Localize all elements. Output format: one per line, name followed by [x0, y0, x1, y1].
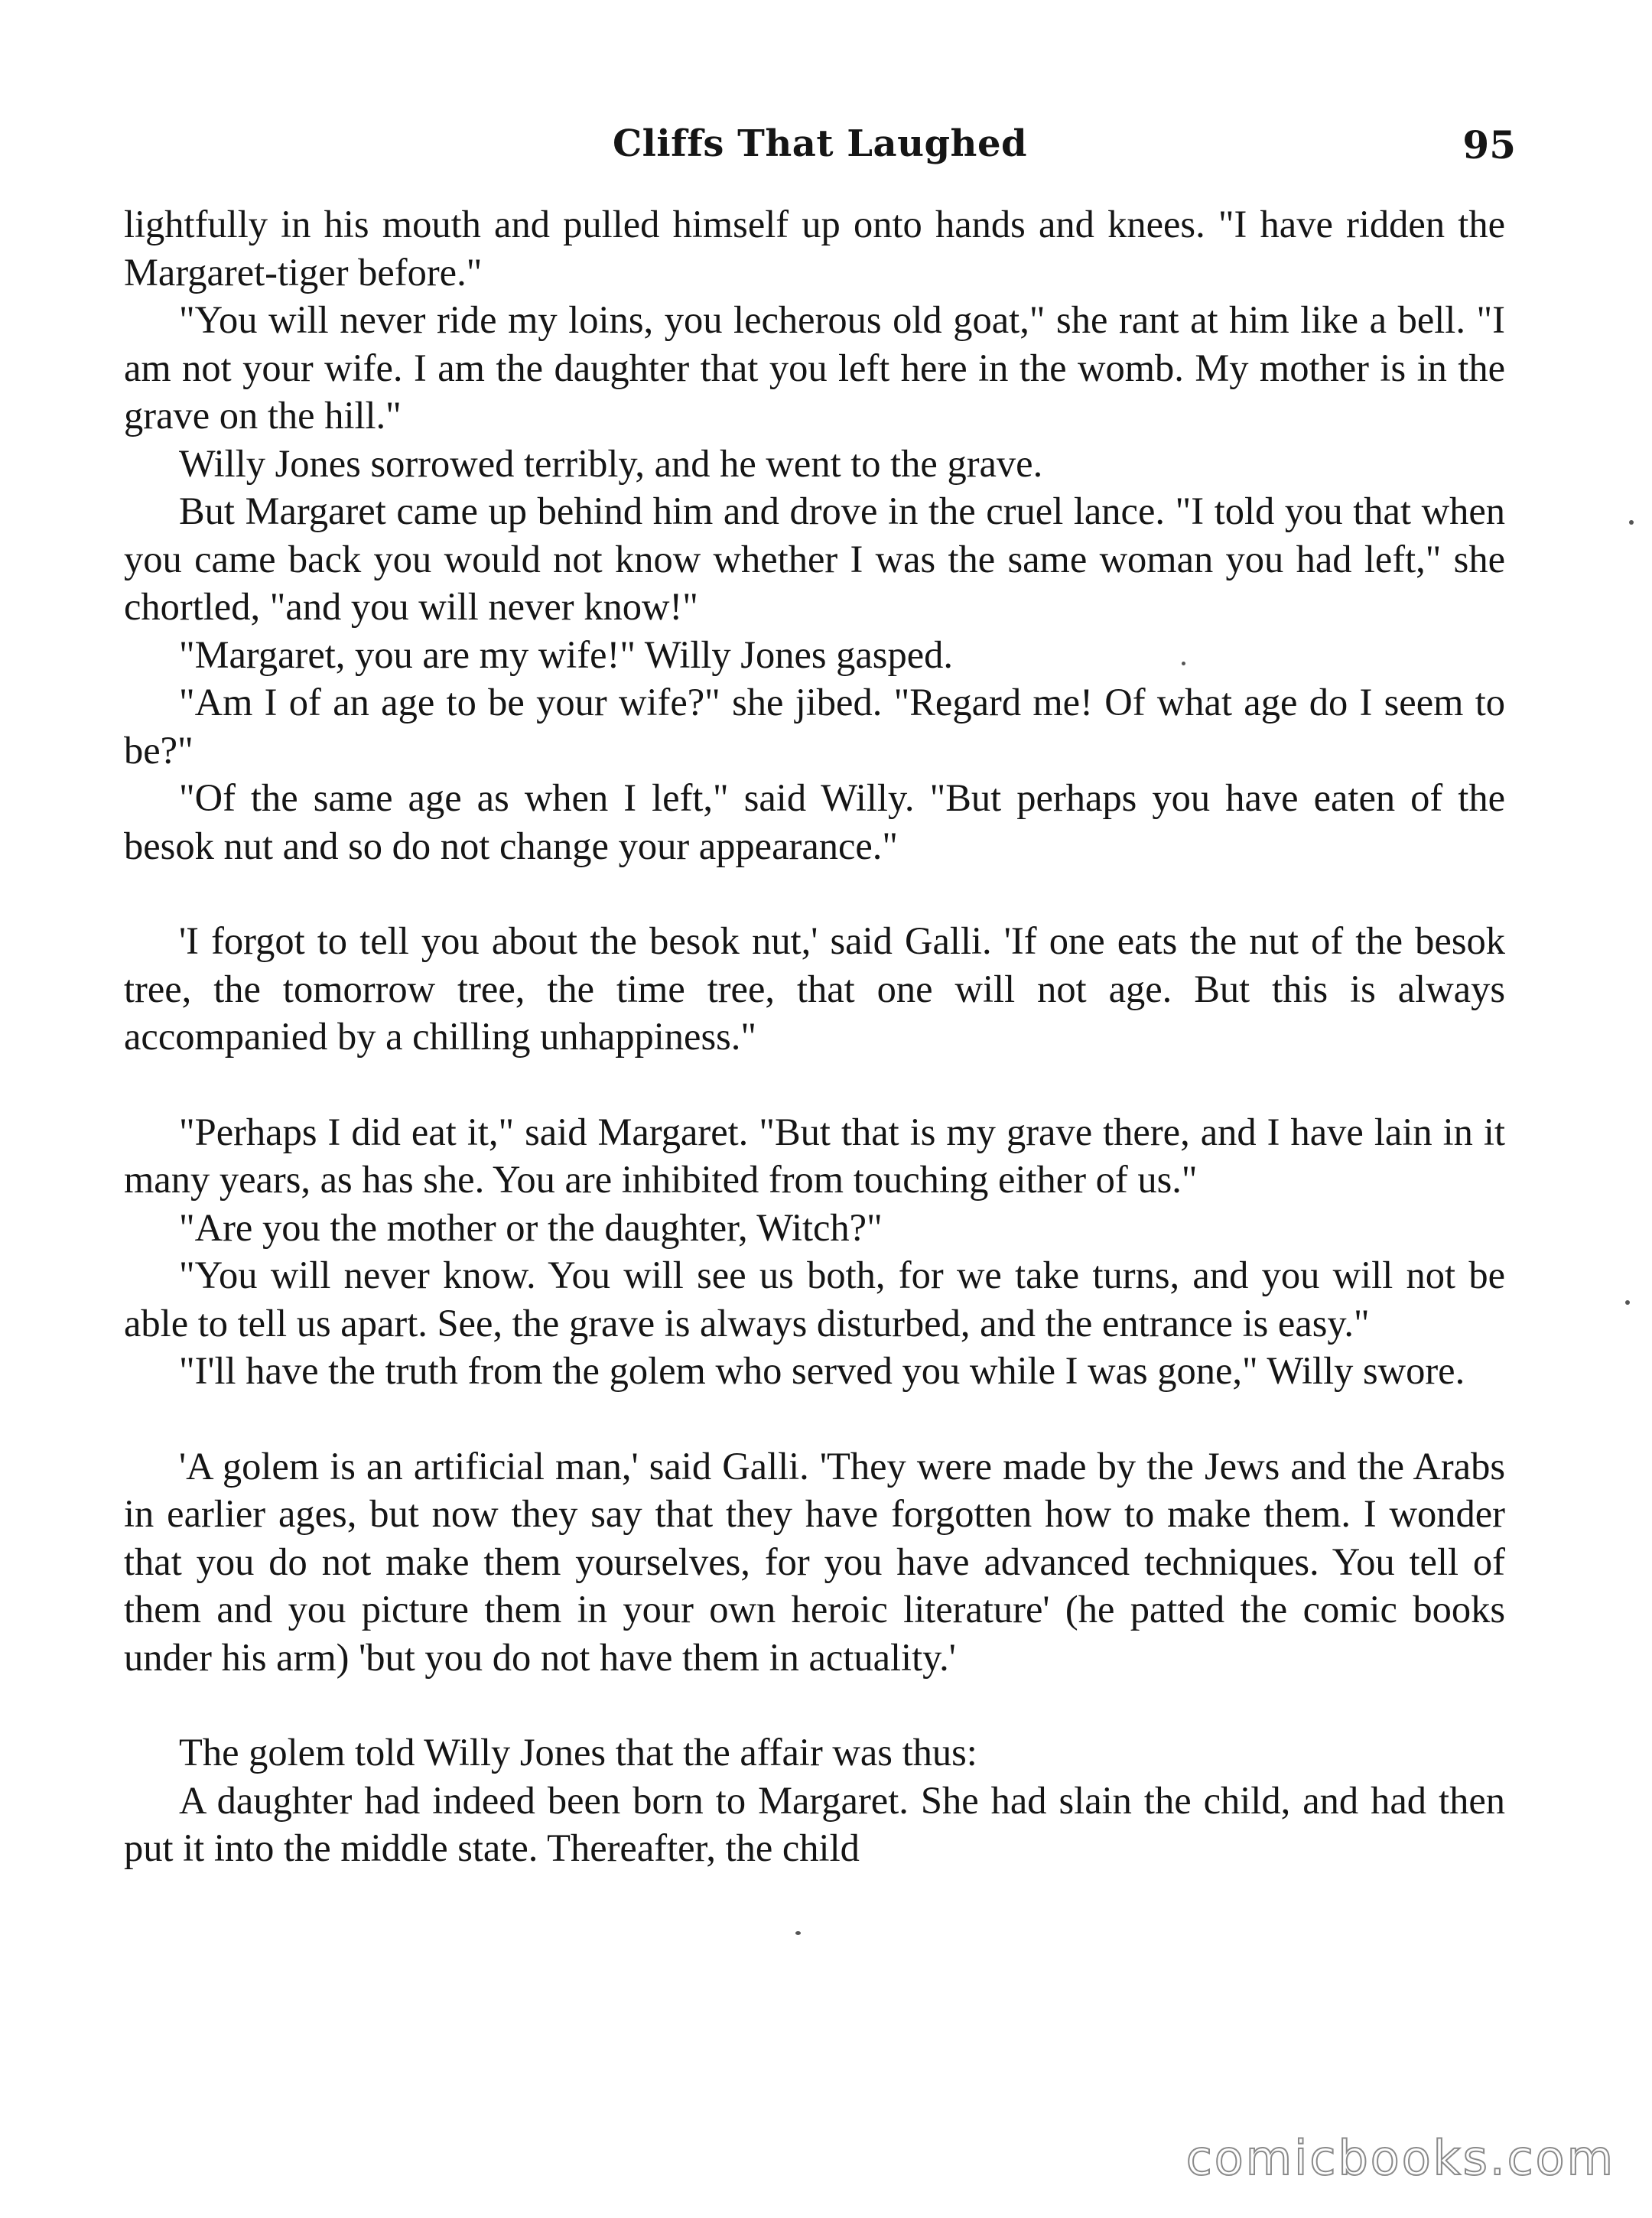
paragraph: "You will never ride my loins, you lecherous old goat," she rant at him like a bell. "I am not your wife. I am the daughter that you left here in the womb. My mother is in the grave on the hill." [124, 298, 1505, 437]
paragraph-continuation: lightfully in his mouth and pulled himself up onto hands and knees. "I have ridden the Margaret-tiger before." [124, 203, 1505, 294]
paragraph: 'I forgot to tell you about the besok nut,' said Galli. 'If one eats the nut of the besok tree, the tomorrow tree, the time tree, that one will not age. But this is always accompanied by a chilling unhappiness." [124, 919, 1505, 1058]
paragraph: Willy Jones sorrowed terribly, and he went to the grave. [179, 441, 1043, 485]
paragraph: "Am I of an age to be your wife?" she jibed. "Regard me! Of what age do I seem to be?" [124, 681, 1505, 772]
running-title: Cliffs That Laughed [612, 122, 1028, 165]
paragraph: "Are you the mother or the daughter, Witch?" [179, 1205, 883, 1249]
paragraph: But Margaret came up behind him and drove in the cruel lance. "I told you that when you came back you would not know whether I was the same woman you had left," she chortled, "and you will never know!" [124, 489, 1505, 628]
paragraph: "Perhaps I did eat it," said Margaret. "But that is my grave there, and I have lain in it many years, as has she. You are inhibited from touching either of us." [124, 1110, 1505, 1201]
scan-speck [1629, 520, 1634, 525]
paragraph: 'A golem is an artificial man,' said Galli. 'They were made by the Jews and the Arabs in earlier ages, but now they say that they have forgotten how to make them. I wonder that you do not make them yourselves, for you have advanced techniques. You tell of them and you picture them in your own heroic literature' (he patted the comic books under his arm) 'but you do not have them in actuality.' [124, 1444, 1505, 1679]
paragraph: "Margaret, you are my wife!" Willy Jones gasped. [179, 633, 953, 676]
scan-speck [1182, 662, 1185, 665]
paragraph: The golem told Willy Jones that the affair was thus: [179, 1731, 977, 1774]
scan-speck [795, 1931, 801, 1935]
paragraph: "Of the same age as when I left," said Willy. "But perhaps you have eaten of the besok nut and so do not change your appearance." [124, 776, 1505, 867]
paragraph: "I'll have the truth from the golem who served you while I was gone," Willy swore. [179, 1349, 1465, 1392]
page-body [124, 200, 1505, 1872]
paragraph: "You will never know. You will see us both, for we take turns, and you will not be able to tell us apart. See, the grave is always disturbed, and the entrance is easy." [124, 1254, 1505, 1345]
paragraph: A daughter had indeed been born to Margaret. She had slain the child, and had then put it into the middle state. Thereafter, the child [124, 1778, 1505, 1869]
page-header [124, 115, 1516, 184]
scan-speck [1625, 1300, 1630, 1305]
watermark: comicbooks.com [1185, 2130, 1615, 2186]
page-number: 95 [1462, 122, 1516, 167]
